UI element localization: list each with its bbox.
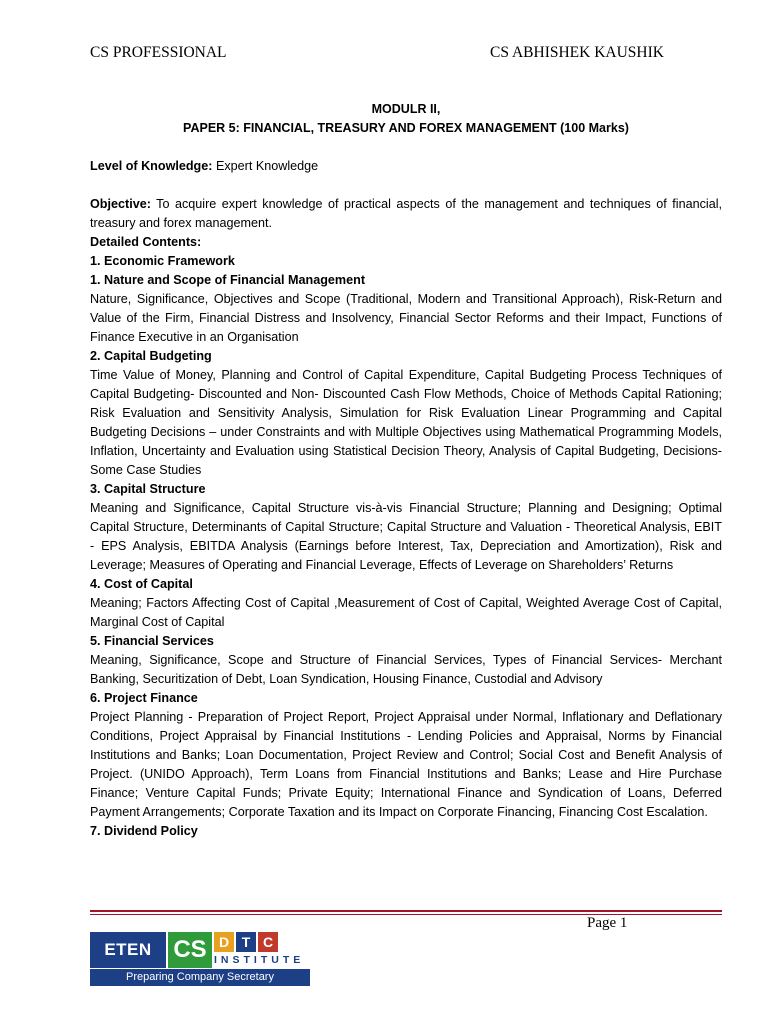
section-text: Time Value of Money, Planning and Control of Capital Expenditure, Capital Budgeting Process Techniques of Capital Budgeting- Discounted and Non- Discounted Cash Flow Methods, Choice of Methods Capital Rationing; Risk Evaluation and Sensitivity Analysis, Simulation for Risk Evaluation Linear Programming and Capital Budgeting Decisions – under Constraints and with Multiple Objectives using Mathematical Programming Models, Inflation, Uncertainty and Evaluation using Statistical Decision Theory, Analysis of Capital Budgeting, Decisions- Some Case Studies — [90, 368, 722, 477]
section-text: Meaning, Significance, Scope and Structure of Financial Services, Types of Financial Services- Merchant Banking, Securitization of Debt, Loan Syndication, Housing Finance, Custodial and Advisory — [90, 653, 722, 686]
dtc-logo — [214, 932, 310, 968]
section-text: Meaning and Significance, Capital Structure vis-à-vis Financial Structure; Planning and Designing; Optimal Capital Structure, Determinants of Capital Structure; Capital Structure and Valuation - Theoretical Analysis, EBIT - EPS Analysis, EBITDA Analysis (Earnings before Interest, Tax, Depreciation and Amortization), Risk and Leverage; Measures of Operating and Financial Leverage, Effects of Leverage on Shareholders’ Returns — [90, 501, 722, 572]
dtc-letter-d: D — [214, 932, 234, 952]
section-heading: 2. Capital Budgeting — [90, 349, 212, 363]
footer-rule-thick — [90, 910, 722, 912]
logo-tagline: Preparing Company Secretary — [90, 969, 310, 986]
paper-title: PAPER 5: FINANCIAL, TREASURY AND FOREX MANAGEMENT (100 Marks) — [183, 121, 629, 135]
knowledge-label: Level of Knowledge: — [90, 159, 213, 173]
knowledge-line — [90, 157, 722, 176]
section-text: Meaning; Factors Affecting Cost of Capital ,Measurement of Cost of Capital, Weighted Average Cost of Capital, Marginal Cost of Capital — [90, 596, 722, 629]
objective-label: Objective: — [90, 197, 151, 211]
institute-label: INSTITUTE — [214, 954, 305, 966]
header-right: CS ABHISHEK KAUSHIK — [490, 44, 664, 61]
section-heading: 6. Project Finance — [90, 691, 198, 705]
economic-framework-heading: 1. Economic Framework — [90, 254, 235, 268]
dtc-letter-c: C — [258, 932, 278, 952]
section-heading: 1. Nature and Scope of Financial Management — [90, 273, 366, 287]
header-left: CS PROFESSIONAL — [90, 44, 227, 61]
knowledge-value: Expert Knowledge — [212, 159, 319, 173]
section-heading: 5. Financial Services — [90, 634, 214, 648]
page-number: Page 1 — [587, 915, 628, 931]
section-heading: 3. Capital Structure — [90, 482, 206, 496]
section-text: Nature, Significance, Objectives and Scope (Traditional, Modern and Transitional Approach), Risk-Return and Value of the Firm, Financial Distress and Insolvency, Financial Sector Reforms and their Impact, Functions of Finance Executive in an Organisation — [90, 292, 722, 344]
institute-logo — [90, 932, 310, 988]
eten-logo: ETEN — [90, 932, 166, 968]
section-heading: 4. Cost of Capital — [90, 577, 193, 591]
syllabus-body — [90, 157, 722, 841]
section-text: Project Planning - Preparation of Project Report, Project Appraisal under Normal, Inflationary and Deflationary Conditions, Project Appraisal by Financial Institutions - Lending Policies and Appraisal, Norms by Financial Institutions and Banks; Loan Documentation, Project Review and Control; Social Cost and Benefit Analysis of Project. (UNIDO Approach), Term Loans from Financial Institutions and Banks; Lease and Hire Purchase Finance; Venture Capital Funds; Private Equity; International Finance and Syndication of Loans, Deferred Payment Arrangements; Corporate Taxation and its Impact on Corporate Financing, Financing Cost Escalation. — [90, 710, 722, 819]
dtc-letter-t: T — [236, 932, 256, 952]
section-heading: 7. Dividend Policy — [90, 824, 198, 838]
detailed-contents-heading: Detailed Contents: — [90, 235, 202, 249]
cs-logo: CS — [168, 932, 212, 968]
objective-paragraph — [90, 195, 722, 233]
module-title: MODULR II, — [371, 102, 441, 116]
objective-text: To acquire expert knowledge of practical aspects of the management and techniques of financial, treasury and forex management. — [90, 197, 722, 230]
